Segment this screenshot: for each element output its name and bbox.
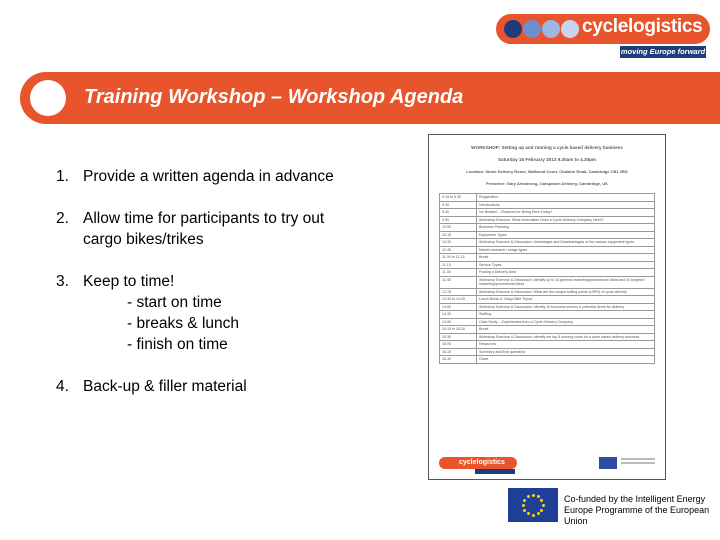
schedule-time: 12.15	[440, 288, 477, 296]
schedule-time: 10.30	[440, 239, 477, 247]
schedule-row	[440, 269, 655, 277]
logo-dot	[542, 20, 560, 38]
logo-wordmark: cyclelogistics	[582, 16, 703, 37]
doc-schedule-table	[439, 193, 655, 364]
eu-flag-icon	[508, 488, 558, 522]
schedule-time: 16.30	[440, 356, 477, 364]
schedule-time: 15.15 to 15.30	[440, 326, 477, 334]
doc-presenter: Presenter: Gary Armstrong, Outspoken Delivery, Cambridge, UK	[485, 181, 609, 186]
schedule-time: 10.45	[440, 246, 477, 254]
agenda-list	[56, 166, 416, 397]
eu-star-icon	[537, 512, 540, 515]
item-text: Allow time for participants to try out	[83, 210, 325, 227]
schedule-activity: Introductions	[477, 201, 655, 209]
schedule-time: 10.15	[440, 231, 477, 239]
schedule-time: 11.15	[440, 261, 477, 269]
agenda-item-2	[56, 208, 416, 250]
schedule-activity: Workshop Exercise & Discussion: Advantages and Disadvantages of the various equipment types	[477, 239, 655, 247]
doc-footer-logo	[439, 457, 517, 469]
title-bullet-circle	[30, 80, 66, 116]
schedule-activity: Market research / usage types	[477, 246, 655, 254]
schedule-row	[440, 356, 655, 364]
schedule-time: 9.15 to 9.30	[440, 194, 477, 202]
schedule-activity: Registration	[477, 194, 655, 202]
eu-star-icon	[537, 495, 540, 498]
schedule-activity: Service Types	[477, 261, 655, 269]
eu-star-icon	[542, 504, 545, 507]
item-number: 1.	[56, 168, 69, 185]
schedule-row	[440, 333, 655, 341]
doc-eu-flag-icon	[599, 457, 617, 469]
schedule-activity: Staffing	[477, 311, 655, 319]
schedule-row	[440, 254, 655, 262]
doc-heading: WORKSHOP: Setting up and running a cycle based delivery business	[471, 145, 623, 150]
logo-tagline: moving Europe forward	[620, 47, 706, 56]
eu-cofunded-text: Co-funded by the Intelligent Energy Europe Programme of the European Union	[564, 494, 710, 526]
schedule-row	[440, 216, 655, 224]
logo-pill	[496, 14, 710, 44]
schedule-activity: Break	[477, 326, 655, 334]
item-text: Back-up & filler material	[83, 378, 247, 395]
schedule-activity: Resources	[477, 341, 655, 349]
schedule-row	[440, 311, 655, 319]
doc-footer-logo-text: cyclelogistics	[459, 459, 505, 466]
schedule-activity: Equipment Types	[477, 231, 655, 239]
schedule-row	[440, 296, 655, 304]
schedule-time: 15.30	[440, 333, 477, 341]
sub-item: - start on time	[127, 294, 222, 311]
schedule-activity: Workshop Exercise & Discussion: Identify the top 5 running costs for a cycle based delivery business	[477, 333, 655, 341]
logo-dot	[523, 20, 541, 38]
item-number: 2.	[56, 210, 69, 227]
doc-date: Saturday 16 February 2013 9.30am to 4.30pm	[497, 157, 597, 162]
eu-star-icon	[523, 509, 526, 512]
schedule-row	[440, 288, 655, 296]
schedule-time: 10.00	[440, 224, 477, 232]
schedule-time: 9.30	[440, 201, 477, 209]
agenda-item-3	[56, 271, 416, 355]
doc-footer	[439, 453, 655, 475]
page-title: Training Workshop – Workshop Agenda	[84, 86, 464, 108]
schedule-activity: Workshop Exercise: What Information Does a Cycle Delivery Company Need?	[477, 216, 655, 224]
schedule-activity: Finding a Delivery Area	[477, 269, 655, 277]
schedule-row	[440, 348, 655, 356]
logo-dot	[504, 20, 522, 38]
schedule-row	[440, 261, 655, 269]
doc-footer-tagline	[475, 469, 515, 474]
schedule-time: 14.50	[440, 318, 477, 326]
schedule-activity: Ice Breaker – Reasons for Being Here Today?	[477, 209, 655, 217]
agenda-item-1	[56, 166, 416, 187]
schedule-activity: Workshop Exercise & Discussion: What are the unique selling points (USPs) of cycle delivery	[477, 288, 655, 296]
schedule-time: 14.00	[440, 303, 477, 311]
schedule-row	[440, 224, 655, 232]
schedule-activity: Case Study – Experiences from a Cycle Delivery Company	[477, 318, 655, 326]
schedule-time: 11.00 to 11.15	[440, 254, 477, 262]
schedule-time: 14.30	[440, 311, 477, 319]
eu-star-icon	[540, 509, 543, 512]
agenda-document-thumbnail	[428, 134, 666, 480]
eu-star-icon	[532, 514, 535, 517]
schedule-row	[440, 209, 655, 217]
schedule-time: 12.30 to 14.00	[440, 296, 477, 304]
eu-star-icon	[527, 495, 530, 498]
item-text: Provide a written agenda in advance	[83, 168, 334, 185]
schedule-time: 11.30	[440, 269, 477, 277]
logo-dot	[561, 20, 579, 38]
doc-location: Location: Stone Delivery Room, Wallsend Court, Chaldon Road, Cambridge CB1 2RD	[466, 169, 628, 174]
eu-star-icon	[532, 494, 535, 497]
schedule-row	[440, 246, 655, 254]
sub-item: - finish on time	[127, 336, 228, 353]
item-text: cargo bikes/trikes	[83, 231, 204, 248]
schedule-row	[440, 194, 655, 202]
schedule-row	[440, 276, 655, 288]
schedule-time: 16.00	[440, 341, 477, 349]
schedule-activity: Summary and final questions	[477, 348, 655, 356]
eu-star-icon	[527, 512, 530, 515]
agenda-item-4	[56, 376, 416, 397]
schedule-row	[440, 326, 655, 334]
schedule-activity: Break	[477, 254, 655, 262]
schedule-activity: Business Planning	[477, 224, 655, 232]
schedule-activity: Close	[477, 356, 655, 364]
schedule-time: 9.50	[440, 216, 477, 224]
cyclelogistics-logo	[496, 14, 710, 60]
schedule-row	[440, 201, 655, 209]
schedule-time: 9.40	[440, 209, 477, 217]
item-text: Keep to time!	[83, 273, 175, 290]
schedule-row	[440, 318, 655, 326]
sub-item: - breaks & lunch	[127, 315, 239, 332]
schedule-time: 16.15	[440, 348, 477, 356]
schedule-time: 11.45	[440, 276, 477, 288]
schedule-row	[440, 341, 655, 349]
schedule-activity: Lunch Break & Cargo Bike Tryout	[477, 296, 655, 304]
doc-eu-text	[621, 458, 655, 468]
schedule-row	[440, 303, 655, 311]
eu-star-icon	[540, 499, 543, 502]
item-number: 3.	[56, 273, 69, 290]
item-number: 4.	[56, 378, 69, 395]
eu-star-icon	[522, 504, 525, 507]
schedule-activity: Workshop Exercise & Discussion: Identify 10 business sectors & potential items for delivery	[477, 303, 655, 311]
schedule-activity: Workshop Exercise & Discussion: Identify up to 10 general marketing/promotional ideas and 10 targeted marketing/promotional ideas	[477, 276, 655, 288]
eu-star-icon	[523, 499, 526, 502]
schedule-row	[440, 231, 655, 239]
schedule-row	[440, 239, 655, 247]
